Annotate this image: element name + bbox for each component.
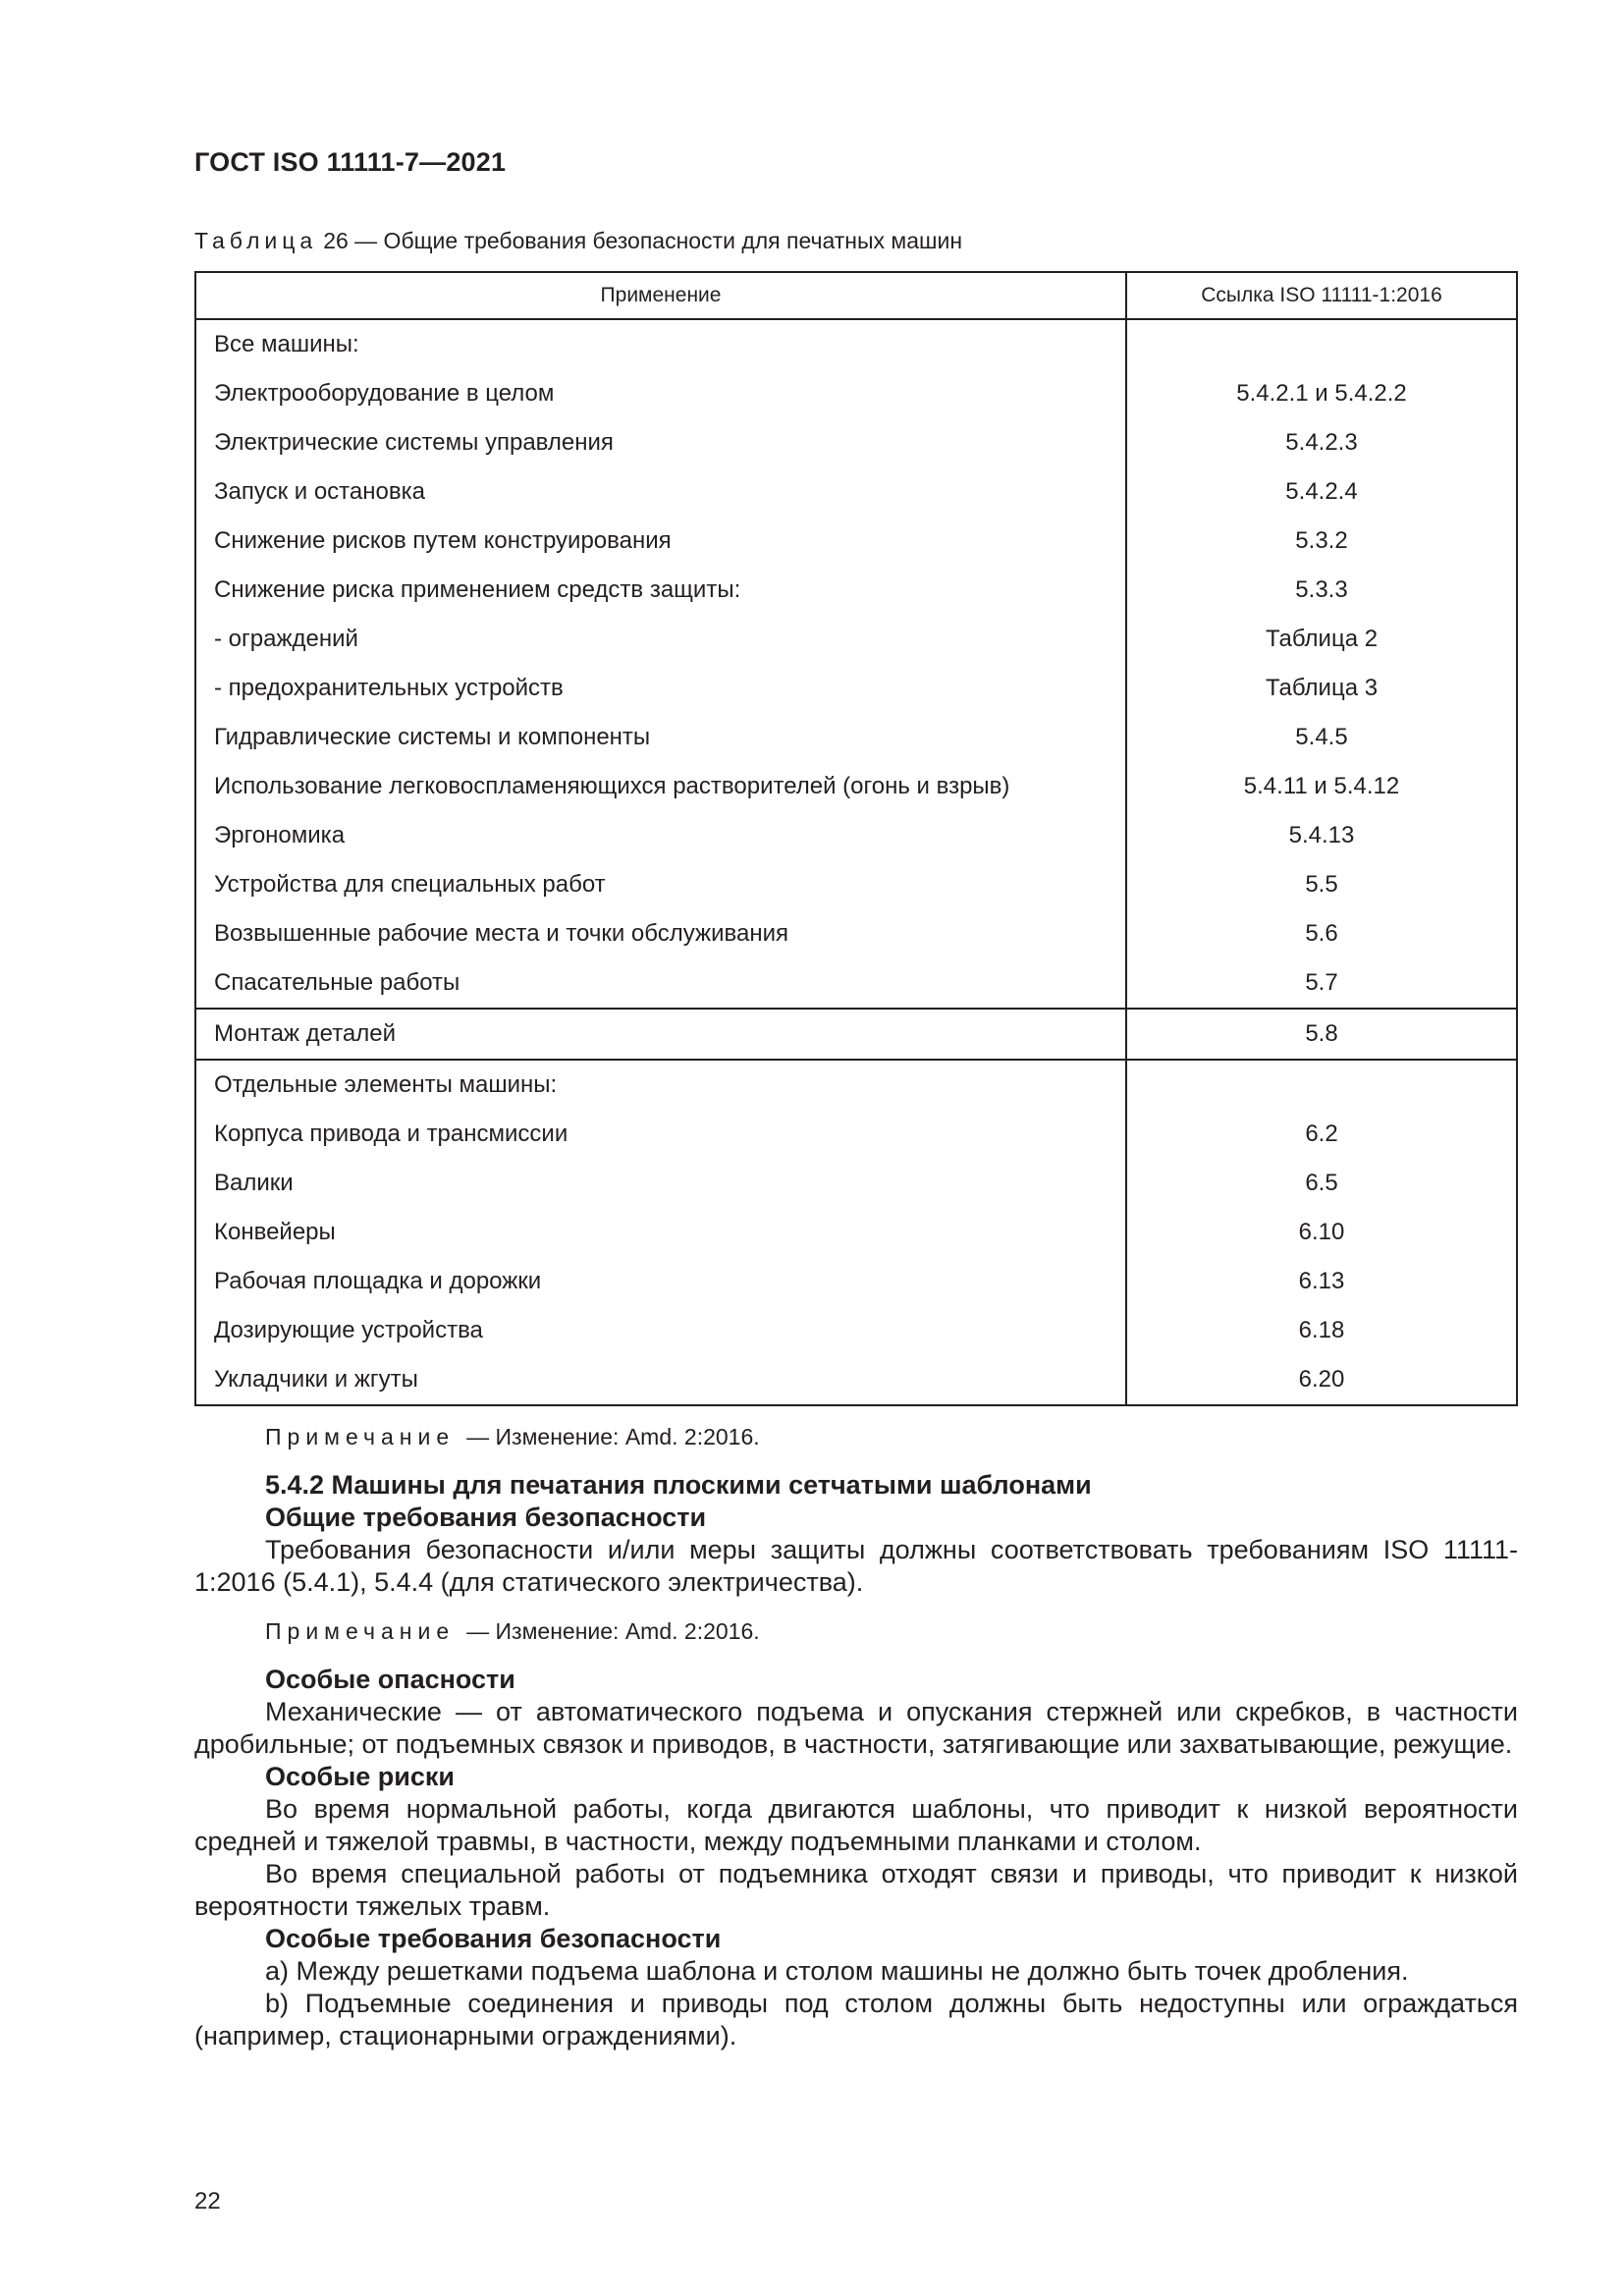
cell-application: Запуск и остановка <box>195 467 1126 517</box>
cell-reference: 6.13 <box>1126 1257 1517 1306</box>
cell-reference: 5.4.2.4 <box>1126 467 1517 517</box>
cell-application: Конвейеры <box>195 1208 1126 1257</box>
cell-reference: 5.4.5 <box>1126 713 1517 762</box>
section-heading: 5.4.2 Машины для печатания плоскими сетчатыми шаблонами <box>265 1470 1092 1500</box>
cell-application: Использование легковоспламеняющихся растворителей (огонь и взрыв) <box>195 762 1126 811</box>
cell-reference: 6.2 <box>1126 1110 1517 1159</box>
section-hazards-and-requirements <box>194 1664 1518 2052</box>
cell-application: Все машины: <box>195 319 1126 369</box>
table-row <box>195 1257 1517 1306</box>
cell-reference: 6.10 <box>1126 1208 1517 1257</box>
note-1-label: Примечание <box>265 1424 456 1449</box>
requirements-heading: Особые требования безопасности <box>265 1924 722 1953</box>
section-5-4-2 <box>194 1469 1518 1599</box>
cell-reference: 6.20 <box>1126 1355 1517 1405</box>
cell-application: Гидравлические системы и компоненты <box>195 713 1126 762</box>
table-caption-prefix: Таблица <box>194 228 318 253</box>
cell-application: Монтаж деталей <box>195 1009 1126 1060</box>
cell-application: Электрооборудование в целом <box>195 369 1126 418</box>
hazards-heading: Особые опасности <box>265 1665 515 1694</box>
column-header-application: Применение <box>195 272 1126 319</box>
hazards-text: Механические — от автоматического подъема и опускания стержней или скребков, в частности дробильные; от подъемных связок и приводов, в частности, затягивающие или захватывающие, режущие. <box>194 1697 1518 1759</box>
table-row <box>195 418 1517 467</box>
cell-reference: 5.4.13 <box>1126 811 1517 860</box>
cell-reference: 5.5 <box>1126 860 1517 909</box>
cell-reference: 5.6 <box>1126 909 1517 958</box>
note-2-label: Примечание <box>265 1618 456 1644</box>
note-1-text: — Изменение: Amd. 2:2016. <box>466 1424 760 1449</box>
table-row <box>195 1355 1517 1405</box>
cell-reference: 5.4.2.3 <box>1126 418 1517 467</box>
cell-reference <box>1126 1060 1517 1110</box>
cell-application: Снижение рисков путем конструирования <box>195 517 1126 566</box>
cell-application: Отдельные элементы машины: <box>195 1060 1126 1110</box>
requirements-table <box>194 271 1518 1406</box>
cell-reference: 5.4.2.1 и 5.4.2.2 <box>1126 369 1517 418</box>
cell-reference <box>1126 319 1517 369</box>
table-row <box>195 1306 1517 1355</box>
table-caption-text: 26 — Общие требования безопасности для печатных машин <box>323 228 963 253</box>
table-row <box>195 566 1517 615</box>
table-row <box>195 615 1517 664</box>
table-row <box>195 467 1517 517</box>
risks-text-2: Во время специальной работы от подъемника отходят связи и приводы, что приводит к низкой вероятности тяжелых травм. <box>194 1859 1518 1921</box>
risks-text-1: Во время нормальной работы, когда двигаются шаблоны, что приводит к низкой вероятности средней и тяжелой травмы, в частности, между подъемными планками и столом. <box>194 1794 1518 1856</box>
table-row <box>195 762 1517 811</box>
table-row <box>195 1060 1517 1110</box>
table-row <box>195 811 1517 860</box>
subheading-general-requirements: Общие требования безопасности <box>265 1503 707 1532</box>
table-header-row <box>195 272 1517 319</box>
table-row <box>195 860 1517 909</box>
requirement-a: a) Между решетками подъема шаблона и столом машины не должно быть точек дробления. <box>265 1956 1409 1986</box>
table-row <box>195 1208 1517 1257</box>
note-2-text: — Изменение: Amd. 2:2016. <box>466 1618 760 1644</box>
cell-application: Устройства для специальных работ <box>195 860 1126 909</box>
cell-application: Укладчики и жгуты <box>195 1355 1126 1405</box>
cell-reference: 5.4.11 и 5.4.12 <box>1126 762 1517 811</box>
cell-reference: 5.8 <box>1126 1009 1517 1060</box>
document-header: ГОСТ ISO 11111-7—2021 <box>194 147 507 177</box>
cell-application: Валики <box>195 1159 1126 1208</box>
cell-reference: 6.18 <box>1126 1306 1517 1355</box>
cell-application: Дозирующие устройства <box>195 1306 1126 1355</box>
note-1 <box>265 1424 760 1450</box>
table-row <box>195 369 1517 418</box>
cell-reference: Таблица 2 <box>1126 615 1517 664</box>
table-row <box>195 958 1517 1009</box>
cell-application: Рабочая площадка и дорожки <box>195 1257 1126 1306</box>
cell-reference: 5.7 <box>1126 958 1517 1009</box>
page-number: 22 <box>194 2188 221 2214</box>
cell-application: Возвышенные рабочие места и точки обслуживания <box>195 909 1126 958</box>
requirement-b: b) Подъемные соединения и приводы под столом должны быть недоступны или ограждаться (например, стационарными ограждениями). <box>194 1989 1518 2050</box>
cell-reference: 5.3.2 <box>1126 517 1517 566</box>
cell-reference: Таблица 3 <box>1126 664 1517 713</box>
general-requirements-text: Требования безопасности и/или меры защиты должны соответствовать требованиям ISO 11111-1:2016 (5.4.1), 5.4.4 (для статического электричества). <box>194 1535 1518 1597</box>
table-row <box>195 319 1517 369</box>
table-row <box>195 909 1517 958</box>
table-row <box>195 1159 1517 1208</box>
table-row <box>195 713 1517 762</box>
cell-application: Эргономика <box>195 811 1126 860</box>
note-2 <box>265 1618 760 1645</box>
cell-application: - предохранительных устройств <box>195 664 1126 713</box>
cell-application: Корпуса привода и трансмиссии <box>195 1110 1126 1159</box>
table-row <box>195 1110 1517 1159</box>
cell-reference: 6.5 <box>1126 1159 1517 1208</box>
cell-application: - ограждений <box>195 615 1126 664</box>
table-row <box>195 664 1517 713</box>
cell-application: Снижение риска применением средств защиты: <box>195 566 1126 615</box>
risks-heading: Особые риски <box>265 1762 455 1791</box>
column-header-reference: Ссылка ISO 11111-1:2016 <box>1126 272 1517 319</box>
cell-application: Спасательные работы <box>195 958 1126 1009</box>
cell-application: Электрические системы управления <box>195 418 1126 467</box>
table-row <box>195 1009 1517 1060</box>
table-caption <box>194 228 962 254</box>
table-row <box>195 517 1517 566</box>
cell-reference: 5.3.3 <box>1126 566 1517 615</box>
